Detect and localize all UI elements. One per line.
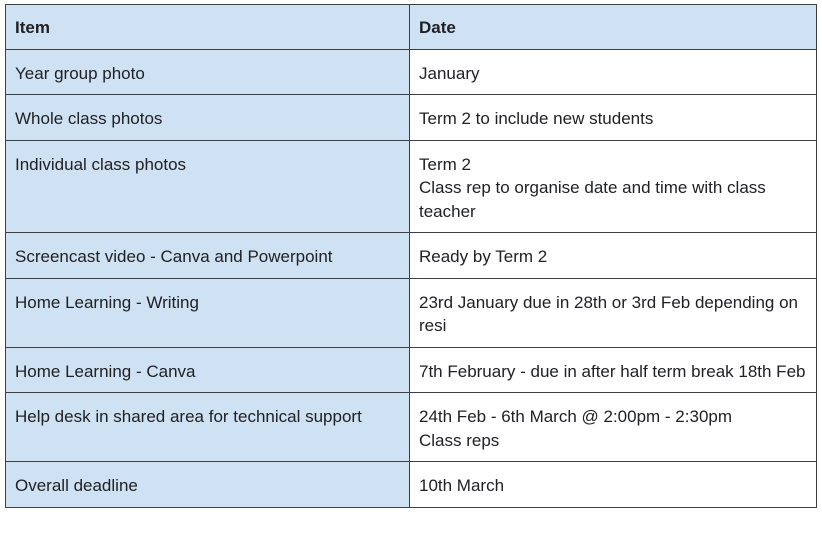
date-cell	[410, 95, 817, 141]
date-cell	[410, 393, 817, 462]
header-item: Item	[6, 5, 410, 50]
table-row	[6, 393, 817, 462]
schedule-table	[5, 4, 817, 508]
date-line: 7th February - due in after half term break 18th Feb	[419, 361, 806, 381]
item-cell: Help desk in shared area for technical support	[6, 393, 410, 462]
date-line: 24th Feb - 6th March @ 2:00pm - 2:30pm	[419, 407, 733, 426]
table-row	[6, 233, 817, 279]
item-cell: Home Learning - Writing	[6, 278, 410, 347]
table-header-row	[6, 5, 817, 50]
date-cell	[410, 233, 817, 279]
date-line: January	[419, 63, 480, 83]
date-cell	[410, 278, 817, 347]
date-cell	[410, 140, 817, 233]
date-line: Class rep to organise date and time with class teacher	[419, 178, 766, 221]
schedule-table-container	[5, 4, 817, 508]
item-cell: Home Learning - Canva	[6, 347, 410, 393]
table-row	[6, 278, 817, 347]
item-cell: Individual class photos	[6, 140, 410, 233]
date-line: Ready by Term 2	[419, 247, 548, 266]
date-cell	[410, 462, 817, 508]
date-line: 10th March	[419, 476, 505, 495]
item-cell: Overall deadline	[6, 462, 410, 508]
table-row	[6, 347, 817, 393]
table-row	[6, 140, 817, 233]
table-row	[6, 462, 817, 508]
table-row	[6, 49, 817, 95]
item-cell: Whole class photos	[6, 95, 410, 141]
date-line: Term 2	[419, 154, 471, 174]
date-line: 23rd January due in 28th or 3rd Feb depending on resi	[419, 292, 798, 335]
header-date: Date	[410, 5, 817, 50]
item-cell: Screencast video - Canva and Powerpoint	[6, 233, 410, 279]
date-line: Term 2 to include new students	[419, 109, 654, 128]
date-cell	[410, 49, 817, 95]
date-line: Class reps	[419, 430, 500, 450]
date-cell	[410, 347, 817, 393]
table-row	[6, 95, 817, 141]
item-cell: Year group photo	[6, 49, 410, 95]
